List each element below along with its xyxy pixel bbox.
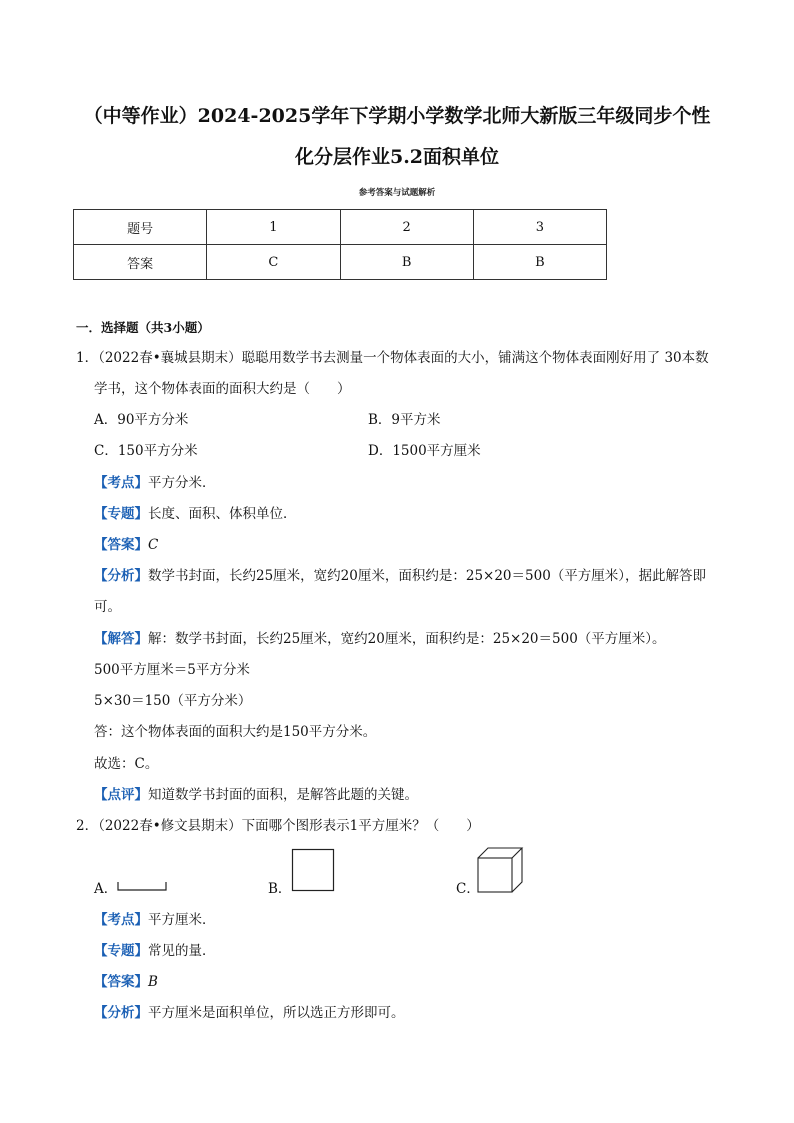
q1-dianping-text: 知道数学书封面的面积，是解答此题的关键。 — [148, 787, 418, 803]
q2-daan — [94, 972, 158, 992]
q1-jieda-line-5: 故选：C。 — [94, 756, 159, 772]
q1-kaodian — [94, 473, 216, 493]
document-title-line-2: 化分层作业5.2面积单位 — [294, 146, 500, 168]
answer-table-answer-row — [74, 245, 607, 280]
section-heading: 一．选择题（共3小题） — [76, 320, 210, 335]
table-cell: B — [340, 245, 473, 280]
line-segment-figure — [116, 878, 170, 894]
q2-option-b: B． — [268, 881, 292, 897]
q1-stem-line-2: 学书，这个物体表面的面积大约是（ ） — [94, 381, 351, 397]
q1-option-a: A．90平方分米 — [94, 412, 189, 428]
q1-zhuanti-text: 长度、面积、体积单位． — [148, 506, 297, 522]
q1-stem-line-1: 1．（2022春•襄城县期末）聪聪用数学书去测量一个物体表面的大小，铺满这个物体表面刚好用了 30本数 — [76, 350, 709, 366]
q1-daan — [94, 535, 158, 555]
q2-option-c: C． — [456, 881, 480, 897]
q2-zhuanti-text: 常见的量． — [148, 943, 216, 959]
document-subtitle: 参考答案与试题解析 — [358, 188, 436, 198]
tag-label: 【答案】 — [94, 537, 148, 553]
table-cell: 1 — [207, 210, 340, 245]
tag-label: 【考点】 — [94, 475, 148, 491]
tag-label: 【答案】 — [94, 974, 148, 990]
answer-table-header-row — [74, 210, 607, 245]
q1-daan-text: C — [148, 537, 159, 553]
q1-fenxi-line-2: 可。 — [94, 599, 121, 615]
answer-table — [73, 209, 607, 280]
table-cell: 题号 — [74, 210, 207, 245]
table-cell: B — [473, 245, 606, 280]
q2-kaodian — [94, 910, 216, 930]
q2-daan-text: B — [148, 974, 158, 990]
table-cell: 2 — [340, 210, 473, 245]
q1-jieda-line-2: 500平方厘米＝5平方分米 — [94, 662, 250, 678]
q2-zhuanti — [94, 941, 216, 961]
tag-label: 【分析】 — [94, 1005, 148, 1021]
q1-dianping — [94, 785, 418, 805]
square-figure — [291, 848, 337, 894]
cube-figure — [476, 846, 526, 896]
tag-label: 【专题】 — [94, 506, 148, 522]
q1-jieda-line-3: 5×30＝150（平方分米） — [94, 693, 252, 709]
q1-jieda-text: 解：数学书封面，长约25厘米，宽约20厘米，面积约是：25×20＝500（平方厘米）。 — [148, 631, 666, 647]
q1-kaodian-text: 平方分米． — [148, 475, 216, 491]
q2-fenxi — [94, 1003, 405, 1023]
table-cell: 3 — [473, 210, 606, 245]
q1-zhuanti — [94, 504, 297, 524]
q1-fenxi-text: 数学书封面，长约25厘米，宽约20厘米，面积约是：25×20＝500（平方厘米），据此解答即 — [148, 568, 707, 584]
q1-jieda-line-4: 答：这个物体表面的面积大约是150平方分米。 — [94, 724, 377, 740]
tag-label: 【解答】 — [94, 631, 148, 647]
table-cell: 答案 — [74, 245, 207, 280]
tag-label: 【点评】 — [94, 787, 148, 803]
tag-label: 【分析】 — [94, 568, 148, 584]
q2-stem: 2．（2022春•修文县期末）下面哪个图形表示1平方厘米？（ ） — [76, 818, 480, 834]
document-title-line-1: （中等作业）2024-2025学年下学期小学数学北师大新版三年级同步个性 — [83, 105, 711, 127]
q2-option-a: A． — [94, 881, 118, 897]
q2-kaodian-text: 平方厘米． — [148, 912, 216, 928]
q1-jieda-line-1 — [94, 629, 666, 649]
tag-label: 【专题】 — [94, 943, 148, 959]
q1-fenxi-line-1 — [94, 566, 706, 586]
q1-option-b: B．9平方米 — [368, 412, 441, 428]
q1-option-c: C．150平方分米 — [94, 443, 198, 459]
table-cell: C — [207, 245, 340, 280]
q1-option-d: D．1500平方厘米 — [368, 443, 481, 459]
q2-fenxi-text: 平方厘米是面积单位，所以选正方形即可。 — [148, 1005, 405, 1021]
tag-label: 【考点】 — [94, 912, 148, 928]
